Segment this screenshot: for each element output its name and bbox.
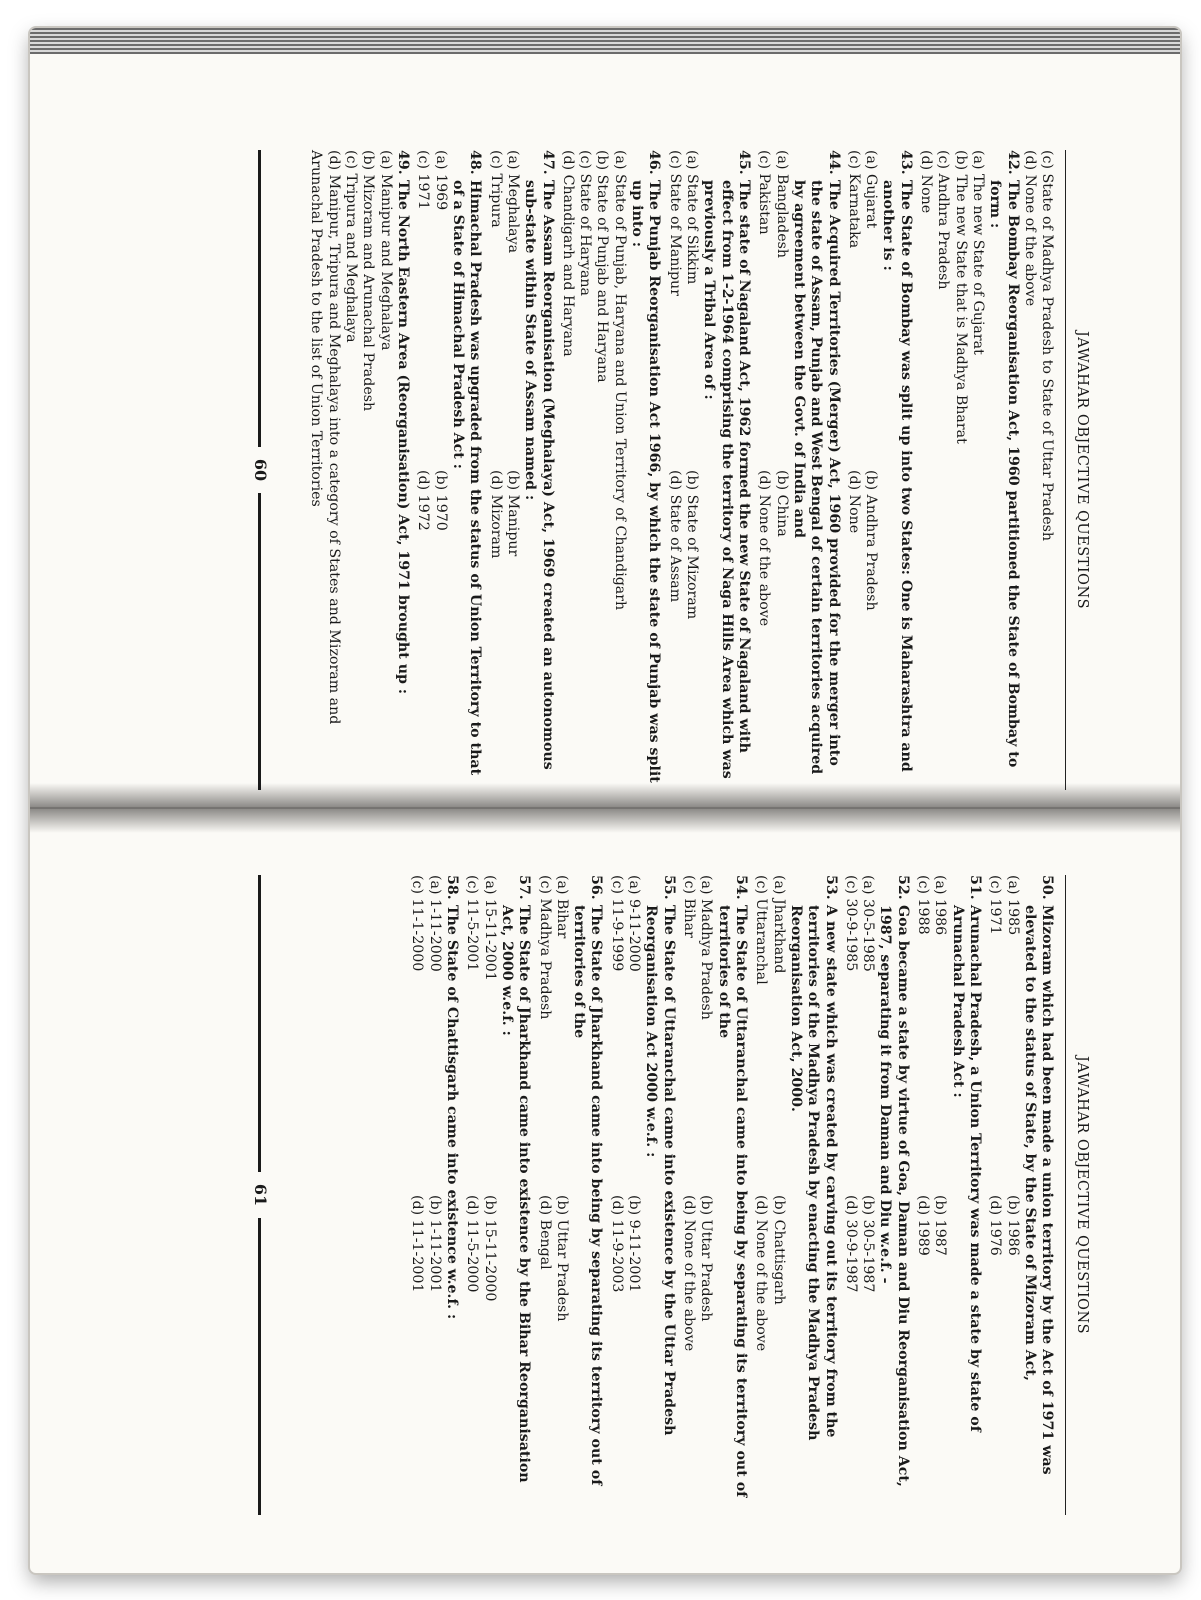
option: (c) 1971 [987, 875, 1004, 935]
question-number: 58. [444, 875, 460, 900]
option: (d) None [845, 470, 862, 534]
option: (c) 1971 [415, 150, 432, 210]
option: (d) 11-5-2000 [464, 1195, 481, 1293]
question-44 [755, 150, 842, 790]
question-number: 44. [825, 150, 842, 175]
footer-rule [258, 150, 261, 447]
question-number: 54. [733, 875, 749, 900]
option: (a) 9-11-2000 [626, 875, 643, 972]
question-50 [986, 875, 1055, 1515]
option: (a) Jharkhand [770, 875, 787, 974]
option: (c) Tripura and Meghalaya [343, 150, 360, 343]
question-number: 52. [894, 875, 911, 900]
option: (c) State of Haryana [577, 150, 594, 296]
option: (a) 1985 [1004, 875, 1021, 936]
option: (b) 9-11-2001 [626, 1195, 643, 1293]
option: (b) China [773, 470, 790, 537]
option: (d) 1989 [915, 1195, 932, 1256]
option: (d) Mizoram [487, 470, 504, 559]
page-edges [30, 28, 1180, 54]
option: (b) 1-11-2001 [426, 1195, 443, 1293]
option: (a) Meghalaya [504, 150, 521, 254]
option: (b) Manipur [504, 470, 521, 557]
option: (a) 30-5-1985 [860, 875, 877, 972]
option: (b) Mizoram and Arunachal Pradesh [360, 150, 377, 412]
page-number: 60 [250, 458, 270, 482]
option: (c) 11-1-2000 [409, 875, 426, 972]
option: (d) 11-9-2003 [608, 1195, 625, 1293]
question-text: The State of Jharkhand came into being by separating its territory out of territories of the [571, 905, 605, 1486]
option: (a) Bihar [553, 875, 570, 939]
option: (a) 15-11-2001 [481, 875, 498, 981]
option: (a) Gujarat [863, 150, 880, 229]
option: (c) Bihar [681, 875, 698, 938]
page-footer [250, 150, 270, 790]
question-text: Arunachal Pradesh, a Union Territory was made a state by state of Arunachal Pradesh Act : [949, 905, 984, 1432]
question-text: The Assam Reorganisation (Meghalaya) Act, 1969 created an autonomous sub-state within State of Assam named : [522, 180, 556, 770]
option: (c) 11-9-1999 [608, 875, 625, 972]
option: (d) None of the above [681, 1195, 698, 1352]
option: (c) Tripura [487, 150, 504, 228]
option: (d) None of the above [753, 1195, 770, 1352]
option: (b) Uttar Pradesh [553, 1195, 570, 1322]
option: (c) Pakistan [756, 150, 773, 235]
option: (c) Madhya Pradesh [536, 875, 553, 1020]
question-46 [559, 150, 663, 790]
option: (c) 1988 [915, 875, 932, 935]
header-rule [1065, 150, 1066, 790]
question-number: 55. [660, 875, 677, 900]
option: (b) 1970 [432, 470, 449, 531]
option: (d) State of Assam [666, 470, 683, 603]
option: (a) 1969 [432, 150, 449, 211]
option: (a) State of Punjab, Haryana and Union Territory of Chandigarh [611, 150, 628, 611]
option: (c) 11-5-2001 [464, 875, 481, 972]
option: (c) Karnataka [845, 150, 862, 249]
option: (a) The new State of Gujarat [970, 150, 987, 355]
option: (b) The new State that is Madhya Bharat [952, 150, 969, 444]
question-51 [914, 875, 983, 1515]
question-text: Goa became a state by virtue of Goa, Daman and Diu Reorganisation Act, 1987, separating it from Daman and Diu w.e.f. - [877, 905, 911, 1487]
option: (a) 1-11-2000 [426, 875, 443, 972]
question-text: The State of Chattisgarh came into existence w.e.f. : [444, 905, 460, 1320]
question-48 [414, 150, 483, 790]
question-52 [842, 875, 911, 1515]
option: (a) State of Sikkim [684, 150, 701, 285]
question-number: 49. [395, 150, 412, 175]
option: (a) Manipur and Meghalaya [377, 150, 394, 351]
option: (d) 30-9-1987 [842, 1195, 859, 1293]
option: (a) Bangladesh [773, 150, 790, 259]
option: (d) None of the above [756, 470, 773, 627]
question-47 [486, 150, 555, 790]
question-text: The State of Jharkhand came into existence by the Bihar Reorganisation Act, 2000 w.e.f. : [498, 905, 533, 1483]
question-text: The North Eastern Area (Reorganisation) Act, 1971 brought up : [395, 180, 412, 695]
option: (b) Uttar Pradesh [698, 1195, 715, 1322]
option: (d) None of the above [1022, 150, 1038, 307]
option: (b) Chattisgarh [770, 1195, 787, 1305]
option: (b) State of Mizoram [684, 470, 701, 620]
question-42 [917, 150, 1021, 790]
option: (c) Uttaranchal [753, 875, 770, 985]
question-43 [845, 150, 914, 790]
page-footer [250, 875, 270, 1515]
question-text: The State of Uttaranchal came into being by separating its territory out of territories of the [715, 905, 749, 1498]
page-number: 61 [250, 1183, 270, 1207]
question-number: 57. [516, 875, 533, 900]
page-61 [250, 875, 1090, 1515]
question-text: The State of Bombay was split up into two States: One is Maharashtra and another is : [880, 180, 914, 772]
question-number: 56. [588, 875, 605, 900]
question-number: 48. [467, 150, 484, 175]
question-number: 43. [897, 150, 914, 175]
question-text: Mizoram which had been made a union territory by the Act of 1971 was elevated to the status of State, by the State of Mizoram Act, [1022, 905, 1056, 1475]
page-header: JAWAHAR OBJECTIVE QUESTIONS [1074, 1055, 1090, 1335]
option: (b) 1987 [932, 1195, 949, 1256]
option: (b) 30-5-1987 [860, 1195, 877, 1293]
question-text: Himachal Pradesh was upgraded from the status of Union Territory to that of a State of Himachal Pradesh Act : [450, 180, 484, 776]
question-number: 51. [967, 875, 984, 900]
continued-options [1021, 150, 1056, 790]
question-text: A new state which was created by carving out its territory from the territories of the Madhya Pradesh by enacting the Madhya Pradesh Reorganisation Act, 2000. [787, 905, 839, 1441]
question-text: The Acquired Territories (Merger) Act, 1960 provided for the merger into the state of Assam, Punjab and West Bengal of certain territories acquired by agreement between the Govt. of India and [790, 180, 842, 775]
option: (a) 1986 [932, 875, 949, 936]
question-number: 47. [539, 150, 556, 175]
option: (b) 15-11-2000 [481, 1195, 498, 1302]
option: (c) State of Madhya Pradesh to State of Uttar Pradesh [1039, 150, 1056, 542]
footer-rule [258, 875, 261, 1172]
option: (d) 1972 [415, 470, 432, 531]
question-58 [408, 875, 460, 1515]
question-text: The State of Uttaranchal came into existence by the Uttar Pradesh Reorganisation Act 2000 w.e.f. : [643, 905, 677, 1436]
question-57 [463, 875, 532, 1515]
option: (d) 11-1-2001 [409, 1195, 426, 1293]
footer-rule [258, 493, 261, 790]
footer-rule [258, 1218, 261, 1515]
question-text: The Bombay Reorganisation Act, 1960 partitioned the State of Bombay to form : [987, 180, 1021, 768]
question-45 [665, 150, 752, 790]
option: (d) 1976 [987, 1195, 1004, 1256]
option: (d) None [918, 150, 935, 214]
option: (d) Manipur, Tripura and Meghalaya into a category of States and Mizoram and Arunachal Pradesh to the list of Union Territories [308, 150, 342, 725]
option: (b) Andhra Pradesh [863, 470, 880, 611]
option: (d) Chandigarh and Haryana [559, 150, 576, 357]
question-number: 42. [1004, 150, 1021, 175]
option: (b) State of Punjab and Haryana [594, 150, 611, 383]
question-number: 50. [1039, 875, 1056, 900]
page-60 [250, 150, 1090, 790]
option: (c) 30-9-1985 [842, 875, 859, 972]
question-54 [680, 875, 749, 1515]
question-number: 46. [646, 150, 663, 175]
question-56 [535, 875, 604, 1515]
option: (b) 1986 [1004, 1195, 1021, 1256]
option: (c) State of Manipur [666, 150, 683, 296]
option: (a) Madhya Pradesh [698, 875, 715, 1020]
header-rule [1065, 875, 1066, 1515]
option: (d) Bengal [536, 1195, 553, 1270]
question-number: 45. [736, 150, 752, 175]
question-number: 53. [822, 875, 839, 900]
question-49 [307, 150, 411, 790]
option: (c) Andhra Pradesh [935, 150, 952, 290]
book-gutter [30, 783, 1180, 833]
question-text: The state of Nagaland Act, 1962 formed the new State of Nagaland with effect from 1-2-1964 comprising the territory of Naga Hills Area which was previously a Tribal Area of : [701, 180, 752, 779]
question-text: The Punjab Reorganisation Act 1966, by which the state of Punjab was split up into : [629, 180, 663, 783]
question-55 [608, 875, 677, 1515]
question-53 [752, 875, 839, 1515]
page-header: JAWAHAR OBJECTIVE QUESTIONS [1074, 330, 1090, 610]
